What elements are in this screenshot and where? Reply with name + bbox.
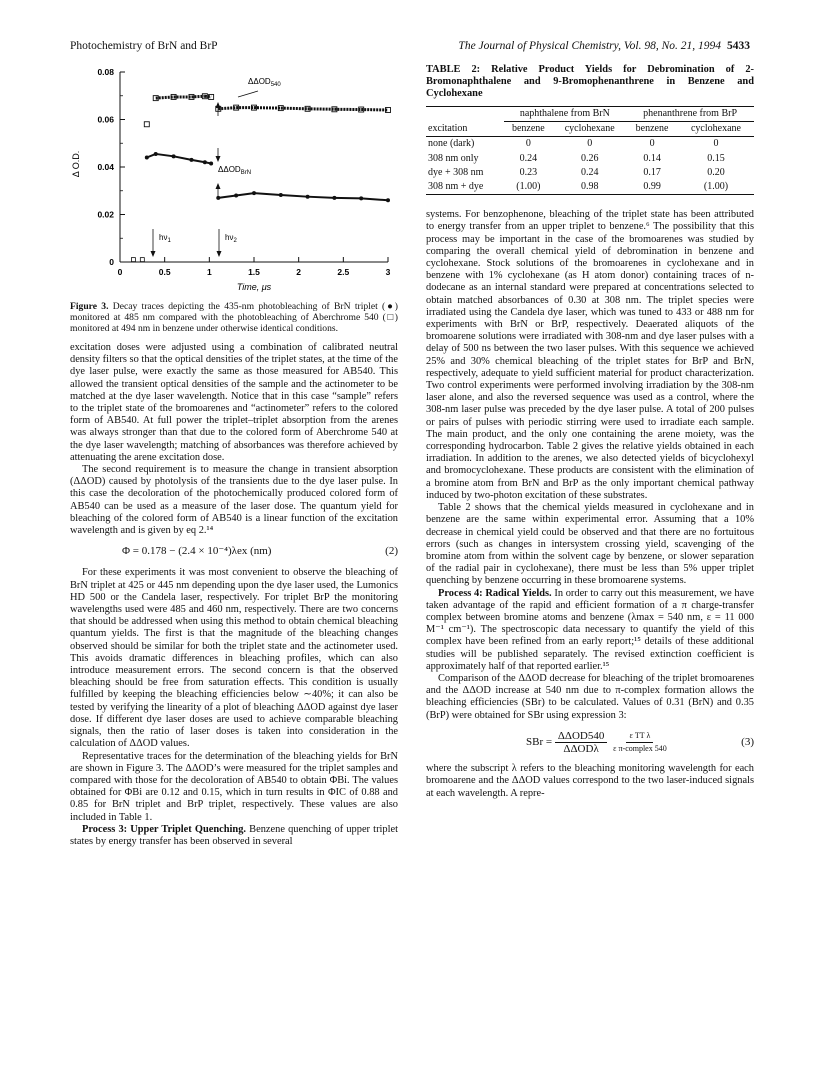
trace-segment-brn [218, 196, 236, 198]
table-2-title: TABLE 2: Relative Product Yields for Debromination of 2-Bromonaphthalene and 9-Bromophenanthrene in Benzene and Cyclohexane [426, 64, 754, 99]
paragraph: Representative traces for the determination of the bleaching yields for BrN are shown in Figure 3. The ΔΔOD’s were measured for the triplet samples and compared with those for the decoloration of AB540 to obtain ΦBi. The values obtained for ΦBi are 0.12 and 0.15, which in turn results in ΦIC of 0.88 and 0.85 for BrN triplet and BrP triplet, respectively. These values are also included in Table 1. [70, 750, 398, 823]
table-cell: 0.23 [519, 166, 538, 178]
label-ddod-540: $\Delta\Delta OD_{540}$ [248, 77, 281, 88]
table-blank-header [426, 107, 504, 122]
label-ddod-brn: $\Delta\Delta OD_{BrN}$ [218, 165, 252, 176]
x-tick-label: 1.5 [248, 267, 260, 277]
trace-segment-brn [174, 156, 192, 160]
y-tick-label: 0.08 [97, 67, 114, 77]
x-tick-label: 0 [117, 267, 123, 277]
baseline-point [131, 258, 135, 262]
paragraph-process-4 [426, 588, 754, 673]
paragraph-process-3 [70, 824, 398, 848]
page-number: 5433 [727, 40, 750, 52]
table-row [426, 180, 754, 195]
table-2 [426, 106, 754, 195]
fraction-denominator: ΔΔODλ [563, 742, 599, 755]
trace-segment-brn [281, 195, 308, 197]
trace-segment-brn [205, 162, 211, 163]
trace-segment-brn [236, 193, 254, 195]
table-column-header: excitation [426, 122, 504, 137]
table-row [426, 152, 754, 166]
table-cell: 0 [713, 138, 719, 150]
run-in-heading: Process 4: Radical Yields. [438, 587, 552, 599]
hv2-label: $h\nu_2$ [225, 233, 237, 244]
table-cell: 0.24 [519, 152, 538, 164]
table-group-header: naphthalene from BrN [504, 107, 627, 122]
table-column-header: cyclohexane [553, 122, 626, 137]
journal-citation [458, 40, 750, 52]
table-cell: 0.99 [626, 180, 678, 195]
fraction-numerator: ΔΔOD540 [555, 730, 608, 743]
process-4-text: In order to carry out this measurement, we have taken advantage of the rapid and efficient formation of a π charge-transfer complex between bromine atoms and benzene (λmax = 540 nm, ε = 11 000 M⁻¹ cm⁻¹). The spectroscopic data necessary to quantify the yield of this complex have been refined from an early report;¹⁵ details of these additional studies will be published separately. The revised extinction coefficient is approximately half of that reported earlier.¹⁵ [426, 587, 755, 672]
trace-segment-brn [308, 197, 335, 198]
paragraph: excitation doses were adjusted using a combination of calibrated neutral density filters so that the optical densities of the triplet states, at the time of the dye laser pulse, were exactly the same as those measured for AB540. This allowed the transient optical densities of the sample and the actinometer to be matched at the dye laser wavelength. Notice that in this case “sample” refers to the triplet state of the bromoarenes and “actinometer” refers to the colored form of AB540. At full power the triplet–triplet absorption from the arenes was always stronger than that due to the colored form of Aberchrome 540 at the dye laser wavelength; matching of absorbances was therefore achieved by attenuating the arene excitation dose. [70, 342, 398, 463]
left-body [70, 342, 398, 848]
equation-2 [70, 545, 398, 557]
trace-segment-brn [156, 154, 174, 156]
trace-segment-brn [147, 154, 156, 158]
table-cell: 0.98 [553, 180, 626, 195]
y-tick-label: 0.04 [97, 162, 114, 172]
process-3-text: Benzene quenching of upper triplet states by energy transfer has been observed in several [70, 823, 398, 847]
baseline-point [140, 258, 144, 262]
x-tick-label: 0.5 [158, 267, 171, 277]
x-tick-label: 3 [385, 267, 391, 277]
table-column-header: benzene [626, 122, 678, 137]
table-cell: (1.00) [504, 180, 554, 195]
paragraph: For these experiments it was most convenient to observe the bleaching of BrN triplet at 425 or 445 nm depending upon the dye laser used, the Lumonics HD 500 or the Candela laser, respectively. For triplet BrP the monitoring wavelengths used were 485 and 460 nm, respectively. There are two concerns that should be addressed when using this method to obtain chemical bleaching quantum yields. The first is that the magnitude of the bleaching changes observed should be similar for both the triplet state and the actinometer used. This avoids dramatic differences in bleaching profiles, which can also introduce measurement errors. The second concern is that the observed bleaching should be free from saturation effects. This condition is usually fulfilled by keeping the bleaching efficiencies below ∼40%; it can also be tested by verifying the linearity of a plot of bleaching ΔΔOD against dye laser dose. If different dye laser doses are used to achieve comparable bleaching signals, then the ratio of laser doses is taken into consideration in the calculation of ΔΔOD values. [70, 567, 398, 750]
y-tick-label: 0.02 [97, 209, 114, 220]
x-axis-label: Time, μs [236, 282, 272, 292]
brn-arrow2-head [216, 183, 221, 189]
table-cell: 0.15 [707, 152, 725, 164]
trace-segment-brn [191, 160, 204, 162]
table-cell: 308 nm + dye [426, 180, 504, 195]
table-cell: 0.20 [707, 166, 725, 178]
equation-3-fraction-2 [610, 730, 670, 755]
table-cell: 0.24 [580, 166, 599, 178]
running-title: Photochemistry of BrN and BrP [70, 40, 218, 52]
running-header [70, 40, 750, 56]
label-540-arrow [238, 91, 258, 97]
data-marks [131, 94, 390, 262]
paragraph: Table 2 shows that the chemical yields measured in cyclohexane and in benzene are the same within experimental error. Assuming that a 10% decrease in chemical yield could be observed and that there are no fortuitous errors (such as changes in intersystem crossing yield, scavenging of the bromine atom from within the solvent cage by benzene, or slower separation of the radial pair in cyclohexane), there must be less than 5% upper triplet quenching by benzene occurring in these bromoarene systems. [426, 502, 754, 587]
trace-segment-ab540 [281, 108, 308, 109]
equation-3-body [526, 730, 670, 755]
table-cell: 0 [587, 138, 593, 150]
equation-3-fraction-1 [555, 730, 608, 755]
hv2-arrow-head [217, 251, 222, 257]
x-tick-label: 1 [206, 267, 212, 277]
table-cell: dye + 308 nm [428, 166, 484, 178]
paragraph: systems. For benzophenone, bleaching of the triplet state has been attributed to energy transfer from an upper triplet to benzene.⁶ The possibility that this process may be important in the case of the bromoarenes was studied by comparing the overall chemical yield of debromination in benzene and cyclohexane. Stock solutions of the bromoarenes in cyclohexane and in benzene with 1% cyclohexane (as H atom donor) containing traces of n-dodecane as an internal standard were prepared at concentrations selected to obtain matched absorbances of 0.30 at 308 nm. The triplet species were irradiated using the Candela dye laser, which was tuned to 433 or 488 nm for experiments with BrN or BrP, respectively. Deaerated aliquots of the bromoarene solutions were irradiated with 308-nm and dye laser pulses with a delay of 500 ns between the two laser pulses. With this sequence we achieved 25% and 30% chemical bleaching of the triplet states for BrP and BrN, respectively, adequate to yield sufficient material for product characterization. Two control experiments were performed involving irradiation by the 308-nm laser alone, and also the reversed sequence was used as a control, where the 308-nm laser pulse was preceded by the dye laser pulse. A total of 200 pulses or pairs of pulses with periodic stirring were used to irradiate each sample. The main product, and the only one containing the arene moiety, was the corresponding hydrocarbon. Table 2 gives the relative yields obtained in each irradiation. In addition to the arenes, we also detected yields of bicyclohexyl and bromocyclohexane. These products are consistent with the elimination of a bromine atom from BrN and BrP as the only important chemical pathway induced by two-photon excitation of these substrates. [426, 209, 754, 501]
table-cell: none (dark) [428, 138, 475, 150]
x-tick-label: 2.5 [337, 267, 350, 277]
paragraph: Comparison of the ΔΔOD decrease for bleaching of the triplet bromoarenes and the ΔΔOD increase at 540 nm due to π-complex formation allows the bleaching efficiencies (SBr) to be calculated. Values of 0.31 (BrN) and 0.35 (BrP) were obtained for SBr using expression 3: [426, 672, 754, 721]
trace-segment-brn [361, 198, 388, 200]
trace-segment-brn [254, 193, 281, 195]
brn-arrow-head [216, 156, 221, 162]
table-column-header: benzene [504, 122, 554, 137]
run-in-heading: Process 3: Upper Triplet Quenching. [82, 823, 246, 835]
caption-text: Decay traces depicting the 435-nm photobleaching of BrN triplet (●) monitored at 485 nm compared with the photobleaching of Aberchrome 540 (□) monitored at 494 nm in benzene under otherwise identical conditions. [70, 301, 398, 334]
table-cell: (1.00) [678, 180, 754, 195]
figure-caption [70, 301, 398, 334]
equation-3-lhs: SBr = [526, 735, 553, 748]
table-cell: 0 [525, 138, 531, 150]
table-row [426, 137, 754, 152]
table-cell: 0.17 [643, 166, 661, 178]
table-cell: 0.14 [643, 152, 661, 164]
right-column [426, 64, 754, 800]
journal-name: The Journal of Physical Chemistry, Vol. 98, No. 21, 1994 [458, 40, 721, 52]
fraction-numerator: ε TT λ [626, 730, 653, 743]
equation-3-number: (3) [741, 736, 754, 749]
caption-label: Figure 3. [70, 301, 109, 312]
figure-3-chart [70, 64, 398, 299]
x-tick-label: 2 [296, 267, 302, 277]
y-tick-label: 0.06 [97, 114, 114, 125]
label-540-arrow-head [216, 102, 221, 108]
table-row [426, 166, 754, 180]
equation-2-number: (2) [385, 545, 398, 558]
paragraph: where the subscript λ refers to the bleaching monitoring wavelength for each bromoarene and the ΔΔOD values correspond to the two laser-induced signals at each wavelength. A repre- [426, 763, 754, 799]
left-column [70, 64, 398, 848]
right-body [426, 209, 754, 800]
table-column-header: cyclohexane [678, 122, 754, 137]
y-tick-label: 0 [109, 257, 114, 267]
data-point-ab540 [144, 122, 149, 127]
table-cell: 308 nm only [428, 152, 479, 164]
equation-3 [426, 730, 754, 755]
y-axis-label: Δ O.D. [71, 150, 81, 178]
equation-2-body: Φ = 0.178 − (2.4 × 10⁻⁴)λex (nm) [122, 545, 272, 558]
paragraph: The second requirement is to measure the change in transient absorption (ΔΔOD) caused by photolysis of the transients due to the dye laser pulse. In this case the decoloration of the photochemically produced colored form of AB540 can be used as a measure of the laser dose. The quantum yield for bleaching of the colored form of AB540 is a linear function of the excitation wavelength and is given by eq 2.¹⁴ [70, 464, 398, 537]
table-cell: 0.26 [580, 152, 599, 164]
hv1-arrow-head [151, 251, 156, 257]
table-group-header: phenanthrene from BrP [626, 107, 754, 122]
hv1-label: $h\nu_1$ [159, 233, 171, 244]
table-cell: 0 [649, 138, 655, 150]
fraction-denominator: ε π-complex 540 [613, 743, 667, 753]
